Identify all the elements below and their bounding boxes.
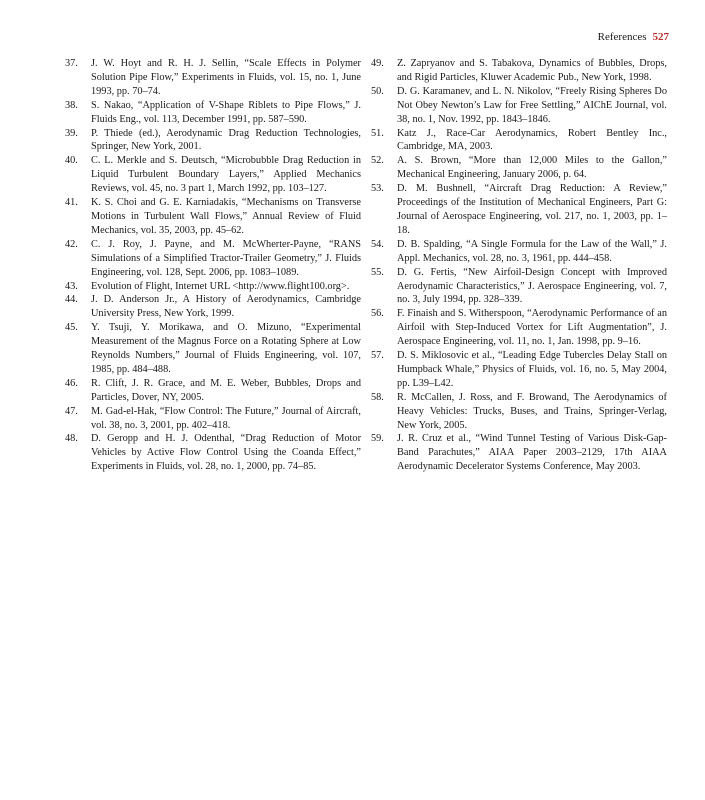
reference-number: 58. [371,391,384,403]
reference-number: 50. [371,85,384,97]
reference-number: 39. [65,127,78,139]
reference-entry [371,154,667,182]
reference-number: 46. [65,377,78,389]
reference-text: J. R. Cruz et al., “Wind Tunnel Testing of Various Disk-Gap-Band Parachutes,” AIAA Paper 2003–2129, 17th AIAA Aerodynamic Decelerator Systems Conference, May 2003. [397,433,667,473]
reference-text: C. J. Roy, J. Payne, and M. McWherter-Payne, “RANS Simulations of a Simplified Tractor-Trailer Geometry,” J. Fluids Engineering, vol. 128, Sept. 2006, pp. 1083–1089. [91,238,361,278]
reference-number: 44. [65,294,78,306]
reference-number: 37. [65,58,78,69]
reference-text: F. Finaish and S. Witherspoon, “Aerodynamic Performance of an Airfoil with Step-Induced Vortex for Lift Augmentation”, J. Aerospace Engineering, vol. 11, no. 1, Jan. 1998, pp. 9–16. [397,308,667,348]
reference-number: 52. [371,155,384,167]
reference-number: 47. [65,405,78,417]
reference-entry [65,238,361,280]
reference-text: A. S. Brown, “More than 12,000 Miles to the Gallon,” Mechanical Engineering, January 2006, p. 64. [397,155,667,181]
reference-entry [371,182,667,238]
reference-number: 49. [371,58,384,69]
reference-entry [371,238,667,266]
reference-entry [65,280,361,294]
reference-number: 51. [371,127,384,139]
reference-number: 54. [371,238,384,250]
reference-text: J. W. Hoyt and R. H. J. Sellin, “Scale Effects in Polymer Solution Pipe Flow,” Experiments in Fluids, vol. 15, no. 1, June 1993, pp. 70–74. [91,58,361,97]
reference-entry [65,127,361,155]
reference-number: 57. [371,350,384,362]
reference-number: 42. [65,238,78,250]
reference-text: P. Thiede (ed.), Aerodynamic Drag Reduction Technologies, Springer, New York, 2001. [91,127,361,153]
reference-text: R. McCallen, J. Ross, and F. Browand, The Aerodynamics of Heavy Vehicles: Trucks, Buses, and Trains, Springer-Verlag, New York, 2005. [397,391,667,431]
reference-number: 43. [65,280,78,292]
reference-text: J. D. Anderson Jr., A History of Aerodynamics, Cambridge University Press, New York, 1999. [91,294,361,320]
reference-text: D. S. Miklosovic et al., “Leading Edge Tubercles Delay Stall on Humpback Whale,” Physics of Fluids, vol. 16, no. 5, May 2004, pp. L39–L42. [397,350,667,389]
reference-entry [371,266,667,308]
reference-text: M. Gad-el-Hak, “Flow Control: The Future,” Journal of Aircraft, vol. 38, no. 3, 2001, pp. 402–418. [91,405,361,431]
reference-number: 56. [371,308,384,320]
reference-entry [371,85,667,127]
reference-text: D. Geropp and H. J. Odenthal, “Drag Reduction of Motor Vehicles by Active Flow Control Using the Coanda Effect,” Experiments in Fluids, vol. 28, no. 1, 2000, pp. 74–85. [91,433,361,473]
reference-entry [371,349,667,391]
reference-text: Y. Tsuji, Y. Morikawa, and O. Mizuno, “Experimental Measurement of the Magnus Force on a Rotating Sphere at Low Reynolds Numbers,” Journal of Fluids Engineering, vol. 107, 1985, pp. 484–488. [91,322,361,375]
reference-text: Katz J., Race-Car Aerodynamics, Robert Bentley Inc., Cambridge, MA, 2003. [397,127,667,153]
reference-entry [65,99,361,127]
reference-entry [65,377,361,405]
references-column-left [65,57,361,474]
reference-entry [65,405,361,433]
reference-text: D. M. Bushnell, “Aircraft Drag Reduction: A Review,” Proceedings of the Institution of Mechanical Engineers, Part G: Journal of Aerospace Engineering, vol. 217, no. 1, 2003, pp. 1–18. [397,183,667,236]
reference-text: C. L. Merkle and S. Deutsch, “Microbubble Drag Reduction in Liquid Turbulent Boundary Layers,” Applied Mechanics Reviews, vol. 45, no. 3 part 1, March 1992, pp. 103–127. [91,155,361,195]
running-header [598,31,669,44]
reference-number: 59. [371,433,384,445]
reference-text: Z. Zapryanov and S. Tabakova, Dynamics of Bubbles, Drops, and Rigid Particles, Kluwer Academic Pub., New York, 1998. [397,58,667,83]
reference-text: R. Clift, J. R. Grace, and M. E. Weber, Bubbles, Drops and Particles, Dover, NY, 2005. [91,377,361,403]
reference-text: D. G. Fertis, “New Airfoil-Design Concept with Improved Aerodynamic Characteristics,” J. Aerospace Engineering, vol. 7, no. 3, July 1994, pp. 328–339. [397,266,667,306]
reference-entry [65,293,361,321]
reference-text: S. Nakao, “Application of V-Shape Riblets to Pipe Flows,” J. Fluids Eng., vol. 113, December 1991, pp. 587–590. [91,99,361,125]
reference-text: D. G. Karamanev, and L. N. Nikolov, “Freely Rising Spheres Do Not Obey Newton’s Law for Free Settling,” AIChE Journal, vol. 38, no. 1, Nov. 1992, pp. 1843–1846. [397,85,667,125]
section-label: References [597,31,647,43]
reference-entry [371,307,667,349]
reference-number: 55. [371,266,384,278]
reference-number: 38. [65,99,78,111]
page-number: 527 [652,31,669,43]
reference-number: 48. [65,433,78,445]
reference-entry [371,432,667,474]
reference-entry [371,391,667,433]
reference-text: Evolution of Flight, Internet URL <http://www.flight100.org>. [91,280,350,292]
reference-text: D. B. Spalding, “A Single Formula for the Law of the Wall,” J. Appl. Mechanics, vol. 28, no. 3, 1961, pp. 444–458. [397,238,667,264]
reference-number: 45. [65,322,78,334]
reference-number: 41. [65,197,78,209]
reference-entry [65,154,361,196]
reference-entry [65,432,361,474]
references-column-right [371,57,667,474]
reference-entry [371,127,667,155]
reference-number: 40. [65,155,78,167]
reference-text: K. S. Choi and G. E. Karniadakis, “Mechanisms on Transverse Motions in Turbulent Wall Flows,” Annual Review of Fluid Mechanics, vol. 35, 2003, pp. 45–62. [91,197,361,236]
reference-entry [65,196,361,238]
reference-entry [371,57,667,85]
reference-entry [65,57,361,99]
reference-number: 53. [371,183,384,195]
reference-entry [65,321,361,377]
